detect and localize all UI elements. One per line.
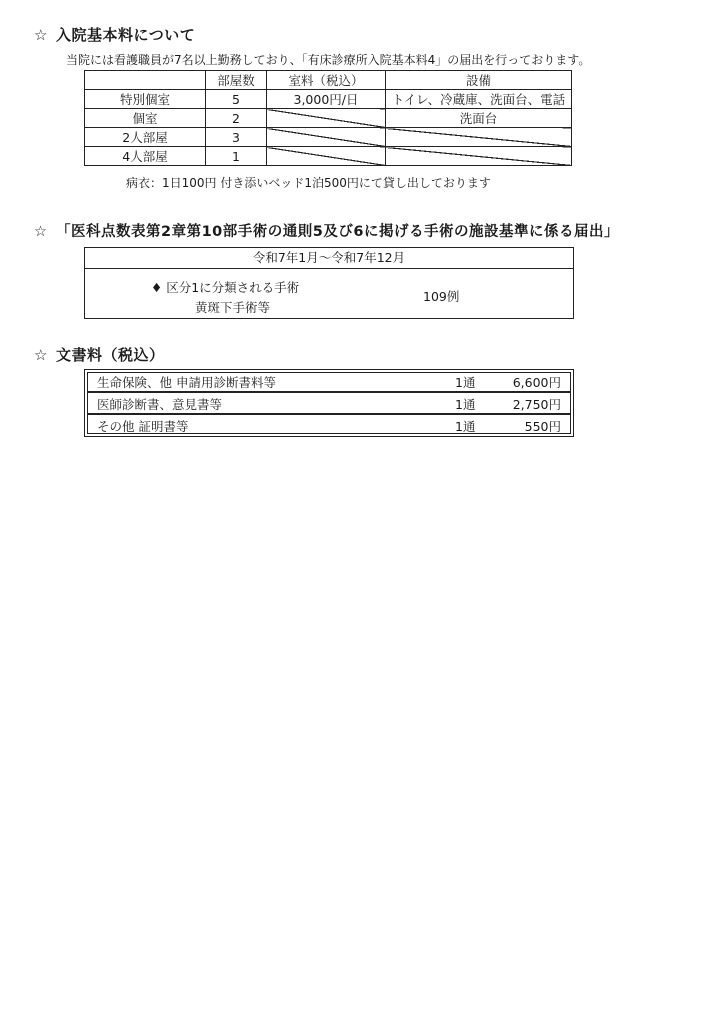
section-heading-surgery xyxy=(34,220,619,241)
room-fee-cell-empty xyxy=(267,147,386,166)
room-count-cell: 1 xyxy=(206,147,267,166)
intro-text: 当院には看護職員が7名以上勤務しており、「有床診療所入院基本料4」の届出を行っております。 xyxy=(66,53,591,67)
room-type-cell: 4人部屋 xyxy=(85,147,206,166)
document-price: 6,600円 xyxy=(512,375,561,390)
room-type-cell: 2人部屋 xyxy=(85,128,206,147)
surgery-count: 109例 xyxy=(423,289,460,304)
document-name: 生命保険、他 申請用診断書料等 xyxy=(97,375,276,390)
surgery-box xyxy=(84,247,574,319)
document-price: 550円 xyxy=(524,419,561,434)
section-heading-document-fees xyxy=(34,344,165,365)
equipment-cell-empty xyxy=(386,147,572,166)
room-type-cell: 特別個室 xyxy=(85,90,206,109)
table-row xyxy=(85,392,573,414)
procedure-label: 黄斑下手術等 xyxy=(195,300,271,315)
table-header-cell: 設備 xyxy=(386,71,572,90)
period-text: 令和7年1月～令和7年12月 xyxy=(85,248,573,269)
section-heading-admission xyxy=(34,24,195,45)
room-fee-cell-empty xyxy=(267,128,386,147)
category-label: 区分1に分類される手術 xyxy=(166,280,300,295)
equipment-cell: トイレ、冷蔵庫、洗面台、電話 xyxy=(386,90,572,109)
table-row xyxy=(85,128,572,147)
room-count-cell: 5 xyxy=(206,90,267,109)
room-count-cell: 3 xyxy=(206,128,267,147)
document-unit: 1通 xyxy=(455,419,476,434)
room-fee-cell-empty xyxy=(267,109,386,128)
room-type-cell: 個室 xyxy=(85,109,206,128)
section-title: 「医科点数表第2章第10部手術の通則5及び6に掲げる手術の施設基準に係る届出」 xyxy=(56,224,619,240)
section-title: 入院基本料について xyxy=(56,26,196,44)
room-count-cell: 2 xyxy=(206,109,267,128)
table-row xyxy=(85,414,573,434)
table-row xyxy=(85,90,572,109)
table-header-row xyxy=(85,71,572,90)
star-icon: ☆ xyxy=(34,224,48,240)
document-name: 医師診断書、意見書等 xyxy=(97,397,223,412)
document-name: その他 証明書等 xyxy=(97,419,189,434)
equipment-cell: 洗面台 xyxy=(386,109,572,128)
room-fee-cell: 3,000円/日 xyxy=(267,90,386,109)
room-fee-table xyxy=(84,70,572,166)
table-row xyxy=(85,147,572,166)
table-row xyxy=(85,370,573,392)
document-unit: 1通 xyxy=(455,375,476,390)
diamond-icon: ♦ xyxy=(151,280,163,295)
equipment-cell-empty xyxy=(386,128,572,147)
table-header-cell: 室料（税込） xyxy=(267,71,386,90)
table-header-cell xyxy=(85,71,206,90)
table-header-cell: 部屋数 xyxy=(206,71,267,90)
star-icon: ☆ xyxy=(34,26,48,44)
document-price: 2,750円 xyxy=(512,397,561,412)
document-fee-table xyxy=(84,369,574,437)
document-unit: 1通 xyxy=(455,397,476,412)
star-icon: ☆ xyxy=(34,346,48,364)
surgery-category xyxy=(151,278,299,296)
section-title: 文書料（税込） xyxy=(56,346,165,364)
gown-bed-note: 病衣：1日100円 付き添いベッド1泊500円にて貸し出しております xyxy=(126,176,491,190)
table-row xyxy=(85,109,572,128)
